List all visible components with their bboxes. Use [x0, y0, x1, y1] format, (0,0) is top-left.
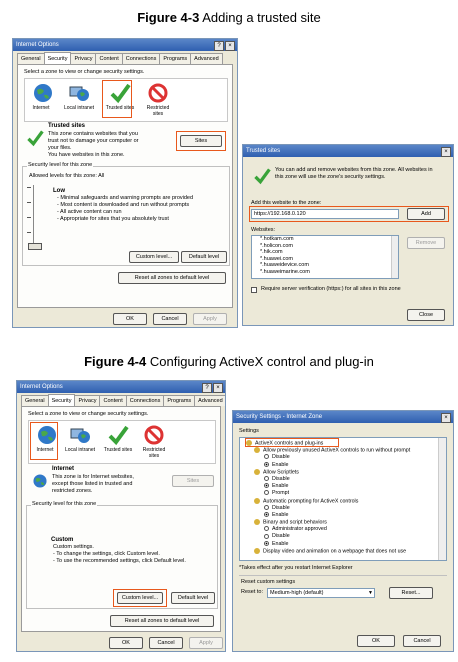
slider-ticks	[27, 187, 41, 247]
tab-general[interactable]: General	[21, 395, 49, 406]
level-bullet: - Minimal safeguards and warning prompts are provided	[57, 195, 194, 201]
tree-option[interactable]	[244, 512, 436, 519]
tab-privacy[interactable]: Privacy	[70, 53, 96, 64]
level-bullet: - Most content is downloaded and run without prompts	[57, 202, 190, 208]
tree-setting[interactable]	[244, 447, 436, 454]
ok-button[interactable]: OK	[109, 637, 143, 649]
level-slider-thumb[interactable]	[28, 243, 42, 250]
zone-internet[interactable]: Internet	[36, 447, 54, 453]
tab-advanced[interactable]: Advanced	[194, 395, 226, 406]
zone-description	[48, 131, 158, 159]
list-item[interactable]: *.holicon.com	[260, 242, 294, 249]
zone-title: Trusted sites	[48, 123, 86, 129]
zone-desc-line: trust not to damage your computer or	[48, 138, 139, 144]
restricted-icon[interactable]	[147, 82, 169, 104]
tree-option[interactable]	[244, 454, 436, 461]
apply-button[interactable]: Apply	[193, 313, 227, 325]
zone-desc-line: This zone is for Internet websites,	[52, 474, 134, 480]
tree-item-label: Prompt	[272, 490, 290, 497]
title-bar	[233, 411, 453, 423]
tree-item-label: Enable	[272, 461, 289, 468]
level-bullet: Custom settings.	[53, 544, 94, 550]
restricted-icon[interactable]	[143, 424, 165, 446]
tab-content[interactable]: Content	[95, 53, 122, 64]
tab-general[interactable]: General	[17, 53, 45, 64]
dialog-title: Trusted sites	[246, 148, 281, 154]
title-bar	[243, 145, 453, 157]
reset-all-zones-button[interactable]: Reset all zones to default level	[110, 615, 214, 627]
tree-item-label: Automatic prompting for ActiveX controls	[263, 497, 359, 504]
tree-option[interactable]	[244, 490, 436, 497]
desc-line: this zone will use the zone's security settings.	[275, 174, 386, 180]
sites-button[interactable]: Sites	[180, 135, 222, 147]
ok-button[interactable]: OK	[113, 313, 147, 325]
custom-level-button[interactable]: Custom level...	[129, 251, 179, 263]
zone-prompt: Select a zone to view or change security settings.	[28, 411, 149, 417]
reset-all-zones-button[interactable]: Reset all zones to default level	[118, 272, 226, 284]
internet-options-dialog-1	[12, 38, 238, 328]
settings-icon	[254, 469, 260, 475]
tab-connections[interactable]: Connections	[126, 395, 165, 406]
tree-item-label: Administrator approved	[272, 526, 327, 533]
level-name: Custom	[51, 537, 74, 543]
tree-option[interactable]	[244, 505, 436, 512]
verify-label: Require server verification (https:) for all sites in this zone	[261, 286, 401, 292]
zone-local-intranet[interactable]: Local intranet	[63, 105, 95, 111]
close-icon[interactable]: ×	[225, 41, 235, 51]
zone-title: Internet	[52, 466, 75, 472]
zone-description	[52, 474, 162, 495]
zone-desc-line: This zone contains websites that you	[48, 131, 138, 137]
list-item[interactable]: *.huawei.com	[260, 255, 294, 262]
tree-setting[interactable]	[244, 498, 436, 505]
radio-button[interactable]	[264, 526, 269, 531]
zone-restricted-sites[interactable]: Restricted sites	[146, 105, 170, 117]
checkmark-icon[interactable]	[107, 424, 129, 446]
tree-setting[interactable]	[244, 548, 436, 555]
zone-prompt: Select a zone to view or change security settings.	[24, 69, 145, 75]
reset-to-label: Reset to:	[241, 589, 264, 595]
internet-options-dialog-2	[16, 380, 226, 652]
level-bullet: - All active content can run	[57, 209, 122, 215]
reset-level-value: Medium-high (default)	[270, 590, 324, 596]
security-settings-dialog	[232, 410, 454, 652]
tab-strip	[21, 395, 226, 406]
settings-items	[244, 440, 436, 555]
checkmark-icon	[253, 167, 271, 185]
reset-level-select[interactable]	[267, 588, 375, 598]
desc-line: You can add and remove websites from this zone. All websites in	[275, 167, 433, 173]
tree-setting[interactable]	[244, 469, 436, 476]
globe-icon[interactable]	[32, 82, 54, 104]
zone-restricted-sites[interactable]: Restricted sites	[142, 447, 166, 459]
level-bullet: - To change the settings, click Custom level.	[53, 551, 160, 557]
websites-list[interactable]	[251, 235, 399, 279]
tree-item-label: Enable	[272, 511, 289, 518]
ok-button[interactable]: OK	[357, 635, 395, 647]
divider	[239, 575, 447, 576]
tree-setting[interactable]	[244, 519, 436, 526]
list-item[interactable]: *.huaweimarine.com	[260, 268, 310, 275]
add-website-highlight	[249, 206, 449, 222]
dialog-title: Security Settings - Internet Zone	[236, 414, 323, 420]
settings-tree[interactable]	[239, 437, 447, 561]
title-bar	[13, 39, 237, 51]
tab-security[interactable]: Security	[48, 394, 76, 406]
default-level-button[interactable]: Default level	[181, 251, 227, 263]
tab-strip	[17, 53, 222, 64]
add-website-label: Add this website to the zone:	[251, 200, 322, 206]
sites-highlight	[176, 131, 226, 151]
settings-label: Settings	[239, 428, 259, 434]
cancel-button[interactable]: Cancel	[149, 637, 183, 649]
list-item[interactable]: *.hotkam.com	[260, 236, 294, 242]
security-panel	[21, 406, 221, 632]
trusted-sites-description	[275, 167, 451, 181]
restart-note: *Takes effect after you restart Internet Explorer	[239, 565, 353, 571]
radio-button[interactable]	[264, 454, 269, 459]
level-bullet: - To use the recommended settings, click Default level.	[53, 558, 186, 564]
radio-button[interactable]	[264, 490, 269, 495]
level-legend: Security level for this zone	[32, 501, 97, 507]
zone-desc-line: restricted zones.	[52, 488, 93, 494]
radio-button[interactable]	[264, 476, 269, 481]
cancel-button[interactable]: Cancel	[153, 313, 187, 325]
reset-legend: Reset custom settings	[241, 579, 296, 585]
radio-button[interactable]	[264, 505, 269, 510]
tree-item-label: Enable	[272, 483, 289, 490]
tree-item-label: Allow Scriptlets	[263, 469, 299, 476]
level-description	[53, 544, 217, 565]
dialog-title: Internet Options	[20, 384, 63, 390]
allowed-levels: Allowed levels for this zone: All	[29, 173, 105, 179]
custom-level-button[interactable]: Custom level...	[117, 592, 163, 604]
figure-4-4-caption	[0, 354, 458, 369]
close-button[interactable]: Close	[407, 309, 445, 321]
tree-item-label: Allow previously unused ActiveX controls to run without prompt	[263, 447, 411, 454]
tree-item-label: Enable	[272, 540, 289, 547]
radio-button[interactable]	[264, 534, 269, 539]
zone-desc-line: your files.	[48, 145, 72, 151]
reset-button[interactable]: Reset...	[389, 587, 433, 599]
tree-item-label: Disable	[272, 504, 290, 511]
custom-level-highlight	[113, 589, 167, 607]
network-icon[interactable]	[68, 82, 90, 104]
zone-trusted-sites[interactable]: Trusted sites	[103, 447, 133, 453]
default-level-button[interactable]: Default level	[171, 592, 215, 604]
dialog-title: Internet Options	[16, 42, 59, 48]
tree-item-label: Disable	[272, 454, 290, 461]
figure-4-3-caption	[0, 10, 458, 25]
close-icon[interactable]: ×	[441, 147, 451, 157]
tree-item-label: Disable	[272, 475, 290, 482]
security-panel	[17, 64, 233, 308]
cancel-button[interactable]: Cancel	[403, 635, 441, 647]
close-icon[interactable]: ×	[441, 413, 451, 423]
list-item[interactable]: *.huaweidevice.com	[260, 262, 309, 268]
level-name: Low	[53, 188, 65, 194]
zone-desc-line: except those listed in trusted and	[52, 481, 133, 487]
tab-advanced[interactable]: Advanced	[190, 53, 222, 64]
figure-4-3-text: Adding a trusted site	[202, 10, 321, 25]
sites-button[interactable]: Sites	[172, 475, 214, 487]
settings-icon	[254, 447, 260, 453]
security-level-group	[22, 162, 230, 266]
tab-privacy[interactable]: Privacy	[74, 395, 100, 406]
tab-security[interactable]: Security	[44, 52, 72, 64]
radio-button[interactable]	[264, 541, 269, 546]
tree-option[interactable]	[244, 541, 436, 548]
website-input[interactable]: https://192.168.0.120	[251, 209, 399, 219]
level-bullet: - Appropriate for sites that you absolutely trust	[57, 216, 169, 222]
zone-trusted-sites[interactable]: Trusted sites	[105, 105, 135, 111]
remove-button[interactable]: Remove	[407, 237, 445, 249]
settings-icon	[254, 519, 260, 525]
trusted-sites-dialog	[242, 144, 454, 326]
zone-local-intranet[interactable]: Local intranet	[64, 447, 96, 453]
verify-checkbox[interactable]	[251, 287, 257, 293]
list-item[interactable]: *.hik.com	[260, 249, 283, 255]
trusted-sites-highlight	[102, 80, 132, 118]
globe-icon	[32, 473, 48, 489]
tree-option[interactable]	[244, 533, 436, 540]
zone-desc-line: You have websites in this zone.	[48, 152, 125, 158]
activex-highlight	[245, 438, 339, 447]
close-icon[interactable]: ×	[213, 383, 223, 393]
websites-label: Websites:	[251, 227, 276, 233]
radio-button[interactable]	[264, 462, 269, 467]
add-button[interactable]: Add	[407, 208, 445, 220]
tree-option[interactable]	[244, 476, 436, 483]
tab-programs[interactable]: Programs	[163, 395, 195, 406]
network-icon[interactable]	[69, 424, 91, 446]
tab-programs[interactable]: Programs	[159, 53, 191, 64]
chevron-down-icon[interactable]: ▼	[368, 590, 373, 596]
zone-internet[interactable]: Internet	[32, 105, 50, 111]
level-legend: Security level for this zone	[28, 162, 93, 168]
radio-button[interactable]	[264, 483, 269, 488]
tab-content[interactable]: Content	[99, 395, 126, 406]
radio-button[interactable]	[264, 512, 269, 517]
title-bar	[17, 381, 225, 393]
tree-item-label: Display video and animation on a webpage that does not use	[263, 548, 407, 555]
tree-option[interactable]	[244, 483, 436, 490]
checkmark-icon	[26, 129, 44, 147]
help-icon[interactable]: ?	[214, 41, 224, 51]
settings-icon	[254, 548, 260, 554]
figure-4-4-text: Configuring ActiveX control and plug-in	[149, 354, 374, 369]
help-icon[interactable]: ?	[202, 383, 212, 393]
figure-4-4-label: Figure 4-4	[84, 354, 147, 369]
security-level-group	[26, 501, 218, 609]
internet-zone-highlight	[30, 422, 58, 460]
tree-scrollbar[interactable]	[438, 438, 446, 560]
settings-icon	[254, 498, 260, 504]
list-scrollbar[interactable]	[391, 236, 398, 278]
tree-item-label: ActiveX controls and plug-ins	[255, 440, 324, 447]
tree-option[interactable]	[244, 526, 436, 533]
figure-4-3-label: Figure 4-3	[137, 10, 200, 25]
apply-button[interactable]: Apply	[189, 637, 223, 649]
tree-item-label: Disable	[272, 533, 290, 540]
tree-option[interactable]	[244, 462, 436, 469]
tree-item-label: Binary and script behaviors	[263, 519, 327, 526]
level-description	[57, 195, 229, 223]
tab-connections[interactable]: Connections	[122, 53, 161, 64]
